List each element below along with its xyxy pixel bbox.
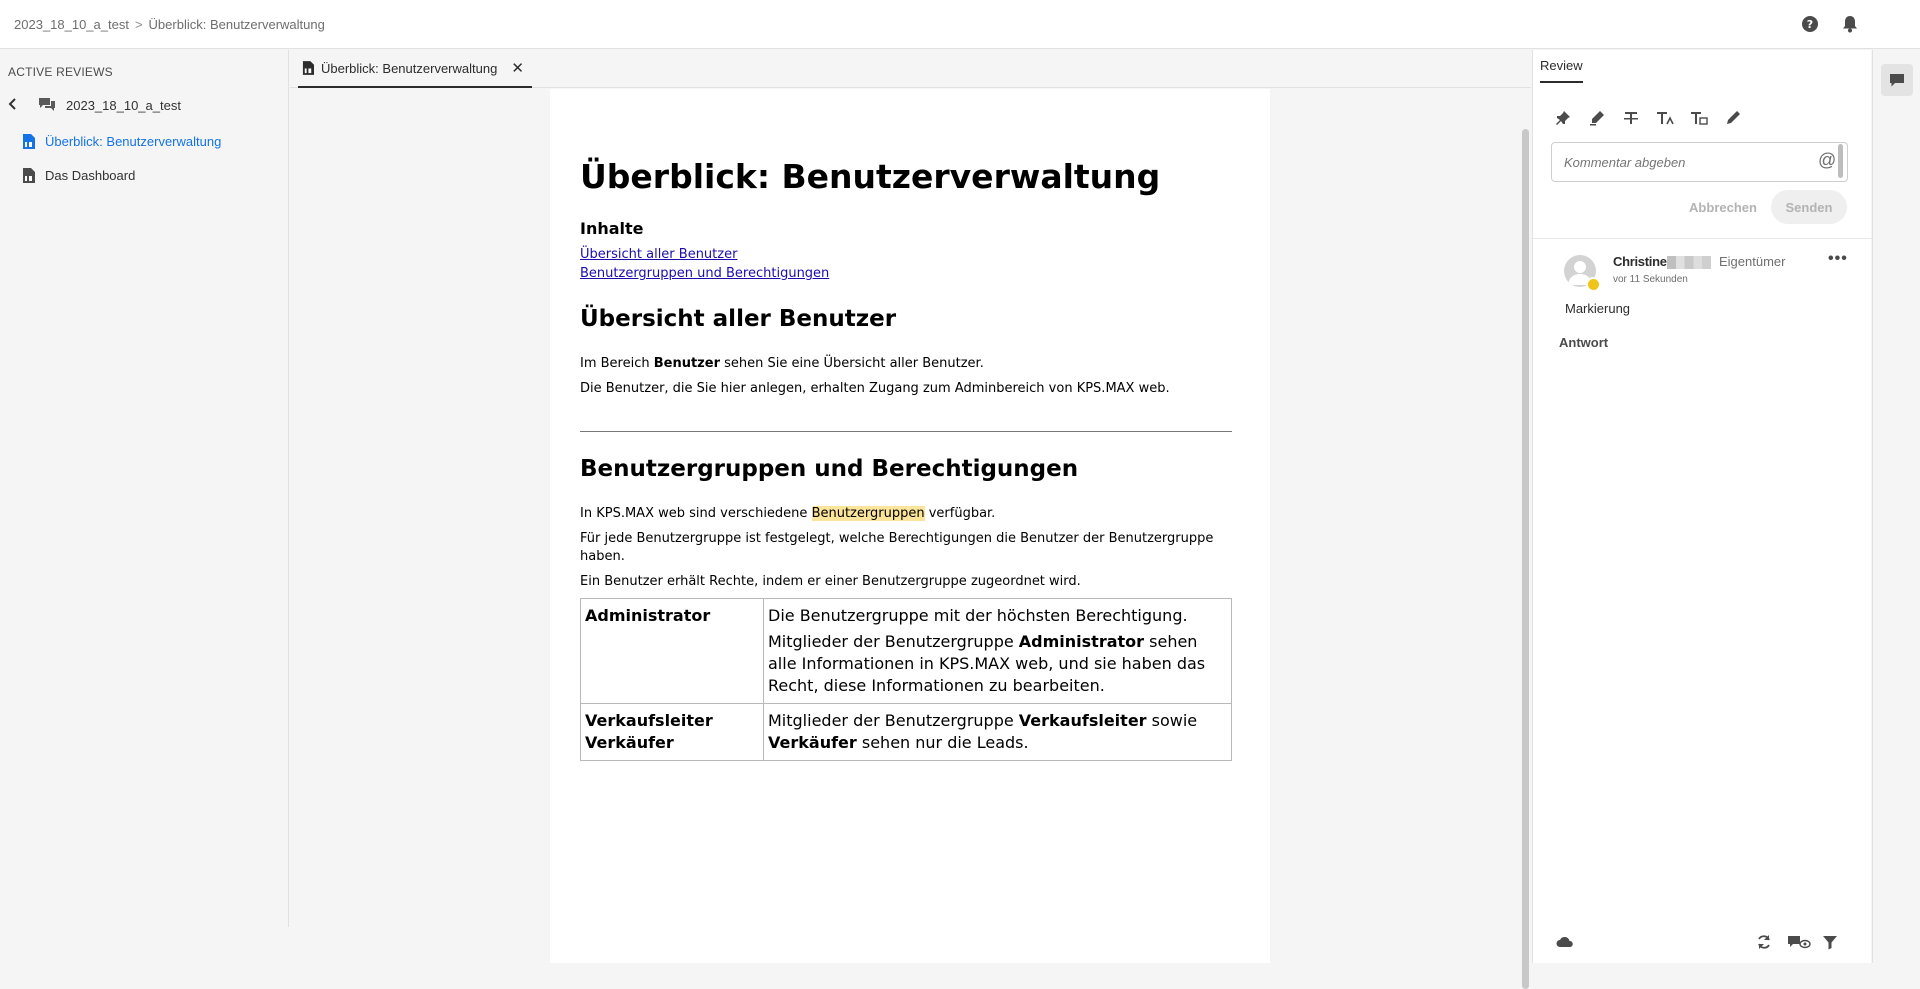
sidebar-item-overview[interactable] — [22, 134, 221, 149]
tab-label: Überblick: Benutzerverwaltung — [321, 60, 498, 76]
document-icon — [22, 168, 35, 183]
bold-text: Benutzer — [653, 356, 720, 371]
paragraph: Die Benutzer, die Sie hier anlegen, erhalten Zugang zum Adminbereich von KPS.MAX web. — [580, 381, 1170, 396]
tab-overview[interactable] — [298, 50, 532, 88]
pencil-icon[interactable] — [1723, 108, 1743, 128]
comment-icon — [1889, 72, 1905, 88]
text: In KPS.MAX web sind verschiedene — [580, 506, 812, 521]
document-icon — [22, 134, 35, 149]
replace-text-icon[interactable] — [1689, 108, 1709, 128]
chevron-left-icon[interactable] — [8, 98, 24, 113]
comment-visibility-icon[interactable] — [1786, 932, 1812, 952]
bold-text: Verkäufer — [768, 733, 857, 752]
text: sehen Sie eine Übersicht aller Benutzer. — [719, 356, 984, 371]
document-page — [550, 89, 1270, 963]
more-options-icon[interactable]: ••• — [1828, 250, 1848, 267]
active-reviews-panel — [0, 50, 289, 927]
document-area — [290, 50, 1531, 963]
cloud-icon[interactable] — [1555, 932, 1575, 952]
text: sehen nur die Leads. — [856, 733, 1029, 752]
table-row — [581, 704, 1232, 761]
cell-paragraph: Die Benutzergruppe mit der höchsten Berechtigung. — [768, 606, 1188, 625]
table-cell-group: Administrator — [581, 599, 764, 704]
svg-text:?: ? — [1806, 18, 1814, 31]
toc-link[interactable]: Benutzergruppen und Berechtigungen — [580, 266, 830, 281]
toc-heading: Inhalte — [580, 219, 644, 238]
reply-button[interactable]: Antwort — [1559, 335, 1609, 350]
breadcrumb-current: Überblick: Benutzerverwaltung — [148, 16, 325, 32]
comment-type: Markierung — [1565, 301, 1631, 316]
section-heading: Benutzergruppen und Berechtigungen — [580, 456, 1079, 482]
document-icon — [302, 61, 314, 75]
text: Mitglieder der Benutzergruppe — [768, 632, 1019, 651]
comment-input[interactable] — [1551, 142, 1848, 182]
send-button[interactable]: Senden — [1771, 190, 1847, 224]
paragraph — [580, 505, 1232, 523]
highlighted-text[interactable]: Benutzergruppen — [811, 506, 925, 521]
strikethrough-icon[interactable] — [1621, 108, 1641, 128]
review-bottom-toolbar — [1533, 920, 1872, 963]
refresh-icon[interactable] — [1754, 932, 1774, 952]
active-reviews-heading: ACTIVE REVIEWS — [8, 65, 113, 79]
input-scrollbar[interactable] — [1838, 144, 1843, 178]
comment-role: Eigentümer — [1719, 254, 1786, 269]
divider — [1533, 238, 1872, 239]
tab-bar — [290, 50, 1531, 88]
highlight-badge-icon — [1586, 277, 1601, 292]
text: Mitglieder der Benutzergruppe — [768, 711, 1019, 730]
breadcrumb-separator: > — [134, 16, 143, 32]
user-groups-table — [580, 598, 1232, 761]
highlighter-icon[interactable] — [1587, 108, 1607, 128]
top-bar — [0, 0, 1920, 49]
section-heading: Übersicht aller Benutzer — [580, 306, 897, 332]
paragraph — [580, 355, 1232, 373]
cell-paragraph — [768, 631, 1227, 697]
table-cell-description — [764, 599, 1232, 704]
group-name: Verkaufsleiter — [585, 711, 713, 730]
text: sowie — [1146, 711, 1198, 730]
paragraph: Ein Benutzer erhält Rechte, indem er einer Benutzergruppe zugeordnet wird. — [580, 574, 1081, 589]
sidebar-item-dashboard[interactable] — [22, 168, 135, 183]
filter-icon[interactable] — [1820, 932, 1840, 952]
close-icon[interactable]: ✕ — [511, 60, 524, 77]
bold-text: Administrator — [1018, 632, 1145, 651]
comment-time: vor 11 Sekunden — [1613, 274, 1688, 285]
sidebar-item-label: Das Dashboard — [45, 168, 136, 183]
bell-icon[interactable] — [1840, 14, 1860, 34]
pin-icon[interactable] — [1553, 108, 1573, 128]
comment-author: Christine — [1613, 254, 1667, 269]
sidebar-item-label: Überblick: Benutzerverwaltung — [45, 134, 222, 149]
comments-toggle-button[interactable] — [1881, 64, 1913, 96]
review-chat-icon — [38, 96, 56, 115]
redacted-name — [1667, 256, 1711, 269]
text: Im Bereich — [580, 356, 654, 371]
review-header — [8, 96, 181, 115]
paragraph: Für jede Benutzergruppe ist festgelegt, welche Berechtigungen die Benutzer der Benutzergruppe haben. — [580, 531, 1214, 564]
right-rail — [1872, 50, 1920, 963]
document-title: Überblick: Benutzerverwaltung — [580, 157, 1161, 196]
help-icon[interactable] — [1800, 14, 1820, 34]
top-icons — [1800, 14, 1860, 34]
document-scrollbar[interactable] — [1522, 129, 1529, 989]
table-cell-group — [581, 704, 764, 761]
table-row — [581, 599, 1232, 704]
text: sehen alle Informationen in KPS.MAX web, und sie haben das Recht, diese Informationen zu bearbeiten. — [768, 632, 1206, 695]
text: verfügbar. — [924, 506, 996, 521]
group-name: Verkäufer — [585, 733, 674, 752]
review-name[interactable]: 2023_18_10_a_test — [66, 98, 181, 113]
breadcrumb-project[interactable]: 2023_18_10_a_test — [14, 16, 129, 32]
bold-text: Verkaufsleiter — [1018, 711, 1147, 730]
review-panel — [1532, 50, 1871, 963]
table-cell-description — [764, 704, 1232, 761]
annotation-toolbar — [1553, 108, 1743, 128]
cancel-button[interactable]: Abbrechen — [1666, 192, 1780, 222]
insert-text-icon[interactable] — [1655, 108, 1675, 128]
toc-link[interactable]: Übersicht aller Benutzer — [580, 247, 738, 262]
divider — [580, 431, 1232, 432]
tab-review[interactable]: Review — [1540, 58, 1583, 83]
mention-icon[interactable]: @ — [1818, 150, 1837, 170]
